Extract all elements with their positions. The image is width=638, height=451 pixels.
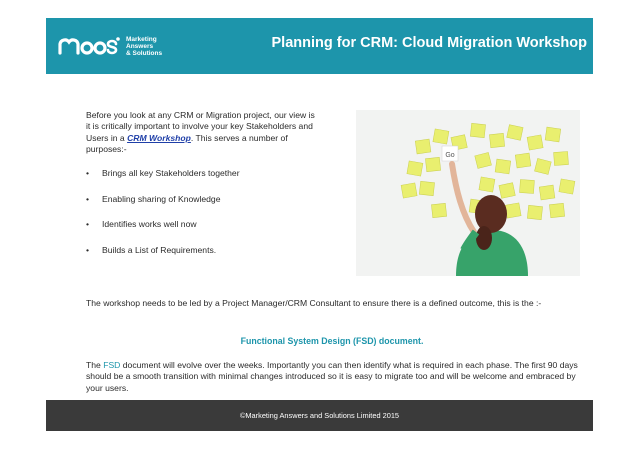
crm-workshop-link[interactable]: CRM Workshop [127, 132, 191, 143]
go-note-label: Go [445, 152, 455, 159]
list-item: • Enabling sharing of Knowledge [86, 194, 326, 220]
intro-paragraph [86, 110, 318, 156]
workshop-photo [356, 110, 580, 276]
list-item: • Identifies works well now [86, 219, 326, 245]
intro-text-end: . This serves a number of purposes:- [86, 132, 288, 155]
fsd-paragraph-start: The [86, 360, 104, 370]
header-bar [46, 18, 593, 74]
copyright-text: ©Marketing Answers and Solutions Limited 2015 [239, 411, 400, 420]
fsd-heading: Functional System Design (FSD) document. [240, 336, 424, 346]
logo-tagline-line: Marketing [126, 35, 157, 43]
purpose-list [86, 168, 326, 270]
slide [46, 18, 593, 431]
page-title: Planning for CRM: Cloud Migration Workshop [271, 35, 587, 51]
company-logo [58, 30, 162, 62]
footer-bar [46, 400, 593, 431]
fsd-paragraph [86, 360, 578, 394]
fsd-acronym: FSD [103, 360, 121, 370]
fsd-paragraph-rest: document will evolve over the weeks. Importantly you can then identify what is required in each phase. The first 90 days should be a smooth transition with minimal changes introduced so it is easy to migrate too and will be welcome and embraced by your users. [86, 360, 578, 393]
logo-tagline-line: & Solutions [126, 49, 163, 57]
list-item: • Builds a List of Requirements. [86, 245, 326, 271]
maas-logo-icon [58, 35, 120, 57]
list-item: • Brings all key Stakeholders together [86, 168, 326, 194]
logo-tagline-line: Answers [126, 42, 154, 50]
intro-text: Before you look at any CRM or Migration project, our view is it is critically important to involve your key Stakeholders and Users in a [86, 110, 315, 143]
workshop-paragraph: The workshop needs to be led by a Project Manager/CRM Consultant to ensure there is a defined outcome, this is the :- [86, 298, 542, 308]
logo-tagline [126, 36, 162, 57]
